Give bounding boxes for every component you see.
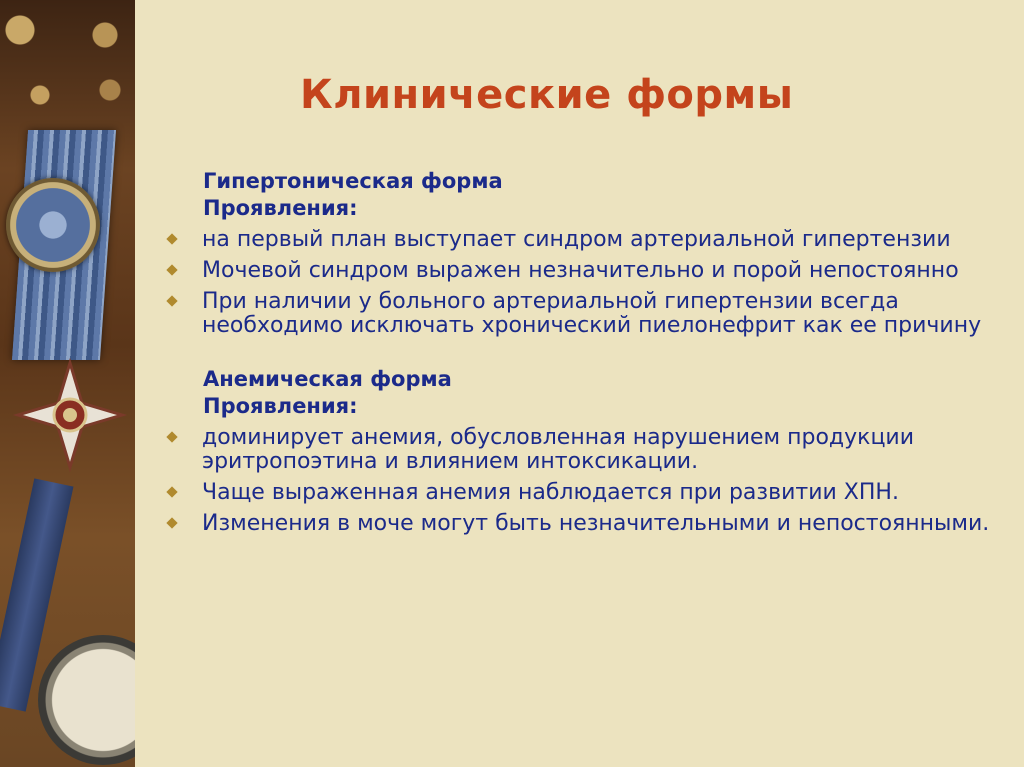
diamond-bullet-icon (166, 264, 177, 275)
list-item-text: При наличии у больного артериальной гипертензии всегда необходимо исключать хронический пиелонефрит как ее причину (202, 289, 982, 338)
list-item (165, 512, 1005, 536)
diamond-bullet-icon (166, 233, 177, 244)
bullet-list (165, 426, 1005, 536)
list-item (165, 259, 1005, 283)
list-item (165, 290, 1005, 338)
compass-icon (38, 635, 135, 765)
list-item (165, 481, 1005, 505)
list-item-text: доминирует анемия, обусловленная нарушением продукции эритропоэтина и влиянием интоксикации. (202, 425, 915, 474)
order-cross-icon (10, 355, 130, 475)
diamond-bullet-icon (166, 431, 177, 442)
diamond-bullet-icon (166, 517, 177, 528)
list-item (165, 426, 1005, 474)
diamond-bullet-icon (166, 295, 177, 306)
slide-title: Клинические формы (300, 72, 794, 118)
bullet-list (165, 228, 1005, 338)
section-subheading: Проявления: (203, 394, 358, 418)
section-heading: Анемическая форма (203, 367, 452, 391)
section-anemic (165, 366, 1005, 536)
list-item-text: Мочевой синдром выражен незначительно и порой непостоянно (202, 258, 959, 283)
slide-content (165, 168, 1005, 543)
list-item (165, 228, 1005, 252)
diamond-bullet-icon (166, 486, 177, 497)
list-item-text: Изменения в моче могут быть незначительными и непостоянными. (202, 511, 990, 536)
section-heading: Гипертоническая форма (203, 169, 503, 193)
medals-decoration-image (0, 0, 135, 767)
list-item-text: на первый план выступает синдром артериальной гипертензии (202, 227, 951, 252)
section-hypertensive (165, 168, 1005, 338)
section-subheading: Проявления: (203, 196, 358, 220)
list-item-text: Чаще выраженная анемия наблюдается при развитии ХПН. (202, 480, 899, 505)
rosette-decoration (6, 178, 100, 272)
